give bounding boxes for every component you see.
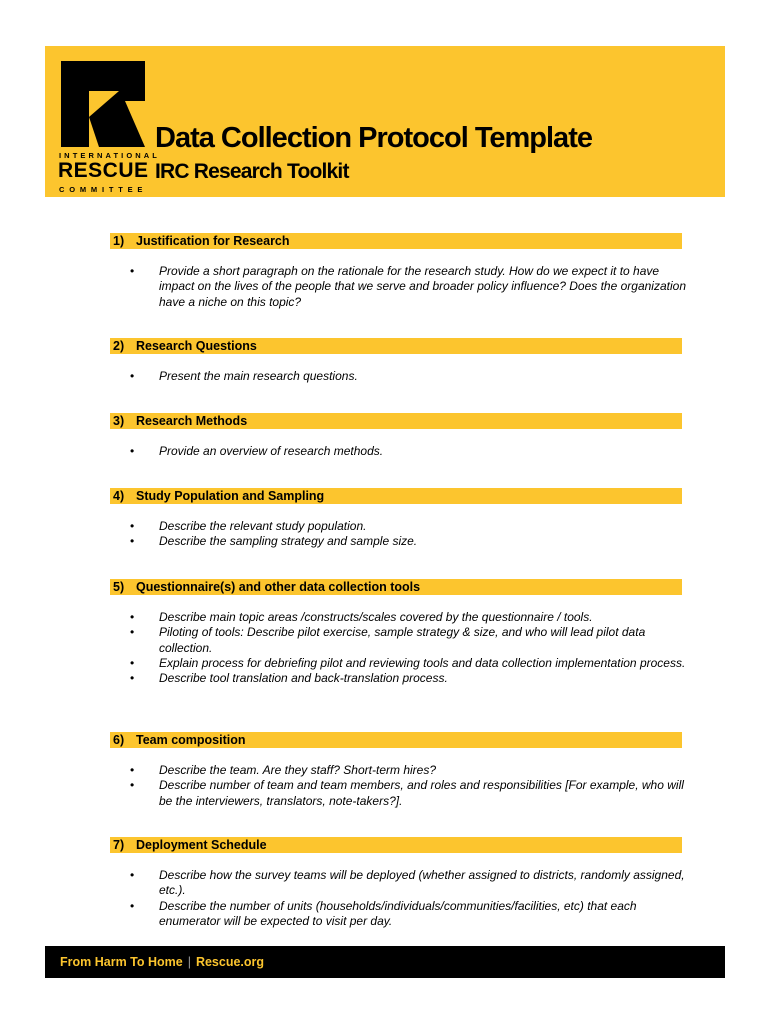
footer-tagline: From Harm To Home <box>60 955 183 969</box>
list-item: • Explain process for debriefing pilot and reviewing tools and data collection implementation process. <box>130 655 686 670</box>
page-title: Data Collection Protocol Template <box>155 122 592 154</box>
bullet-icon: • <box>130 778 135 793</box>
section-header-deployment-schedule <box>110 837 682 853</box>
section-number: 1) <box>113 234 125 248</box>
footer-text <box>60 946 264 978</box>
section-number: 3) <box>113 414 125 428</box>
bullet-icon: • <box>130 369 135 383</box>
bullet-list <box>130 519 690 550</box>
bullet-icon: • <box>130 444 135 458</box>
list-item: • Describe the sampling strategy and sample size. <box>130 534 418 549</box>
logo-text-committee: COMMITTEE <box>59 185 148 194</box>
section-header-study-population <box>110 488 682 504</box>
list-item: • Describe the team. Are they staff? Short-term hires? <box>130 763 437 777</box>
header-banner <box>45 46 725 197</box>
section-title: Research Methods <box>136 414 248 428</box>
bullet-list <box>130 369 690 384</box>
page-subtitle: IRC Research Toolkit <box>155 160 349 183</box>
list-item: • Present the main research questions. <box>130 369 358 383</box>
list-item: • Describe the relevant study population. <box>130 519 367 533</box>
section-number: 5) <box>113 580 125 594</box>
section-number: 4) <box>113 489 125 503</box>
bullet-list <box>130 444 690 459</box>
list-item: • Describe the number of units (households/individuals/communities/facilities, etc) that each enumerator will be expected to visit per day. <box>130 898 637 928</box>
bullet-list <box>130 264 690 310</box>
logo-text-international: INTERNATIONAL <box>59 151 160 160</box>
bullet-list <box>130 868 690 929</box>
bullet-list <box>130 763 690 809</box>
section-header-justification <box>110 233 682 249</box>
bullet-icon: • <box>130 671 135 686</box>
section-title: Deployment Schedule <box>136 838 267 852</box>
bullet-icon: • <box>130 519 135 533</box>
list-item: • Describe how the survey teams will be deployed (whether assigned to districts, randomly assigned, etc.). <box>130 868 685 898</box>
section-title: Team composition <box>136 733 246 747</box>
bullet-icon: • <box>130 655 135 670</box>
section-header-questionnaires <box>110 579 682 595</box>
bullet-icon: • <box>130 625 135 640</box>
footer-separator: | <box>187 955 191 969</box>
section-title: Questionnaire(s) and other data collection tools <box>136 580 421 594</box>
list-item: • Provide a short paragraph on the rationale for the research study. How do we expect it to have impact on the lives of the people that we serve and broader policy influence? Does the organization have a niche on this topic? <box>130 264 686 309</box>
bullet-icon: • <box>130 898 135 913</box>
footer-site-link[interactable]: Rescue.org <box>195 955 265 969</box>
section-number: 6) <box>113 733 125 747</box>
bullet-list <box>130 610 690 686</box>
irc-logo <box>57 59 160 194</box>
bullet-icon: • <box>130 868 135 882</box>
bullet-icon: • <box>130 534 135 549</box>
list-item: • Describe main topic areas /constructs/scales covered by the questionnaire / tools. <box>130 610 593 624</box>
list-item: • Describe number of team and team members, and roles and responsibilities [For example, who will be the interviewers, translators, note-takers?]. <box>130 778 684 808</box>
section-title: Research Questions <box>136 339 257 353</box>
list-item: • Piloting of tools: Describe pilot exercise, sample strategy & size, and who will lead pilot data collection. <box>130 625 646 655</box>
section-header-team-composition <box>110 732 682 748</box>
section-header-research-questions <box>110 338 682 354</box>
bullet-icon: • <box>130 264 135 278</box>
section-title: Justification for Research <box>136 234 290 248</box>
section-header-research-methods <box>110 413 682 429</box>
list-item: • Describe tool translation and back-translation process. <box>130 671 448 686</box>
list-item: • Provide an overview of research methods. <box>130 444 384 458</box>
section-title: Study Population and Sampling <box>136 489 325 503</box>
bullet-icon: • <box>130 763 135 777</box>
section-number: 7) <box>113 838 125 852</box>
logo-text-rescue: RESCUE <box>58 159 149 182</box>
section-number: 2) <box>113 339 125 353</box>
bullet-icon: • <box>130 610 135 624</box>
footer-bar <box>45 946 725 978</box>
irc-logo-mark-icon <box>61 61 145 147</box>
